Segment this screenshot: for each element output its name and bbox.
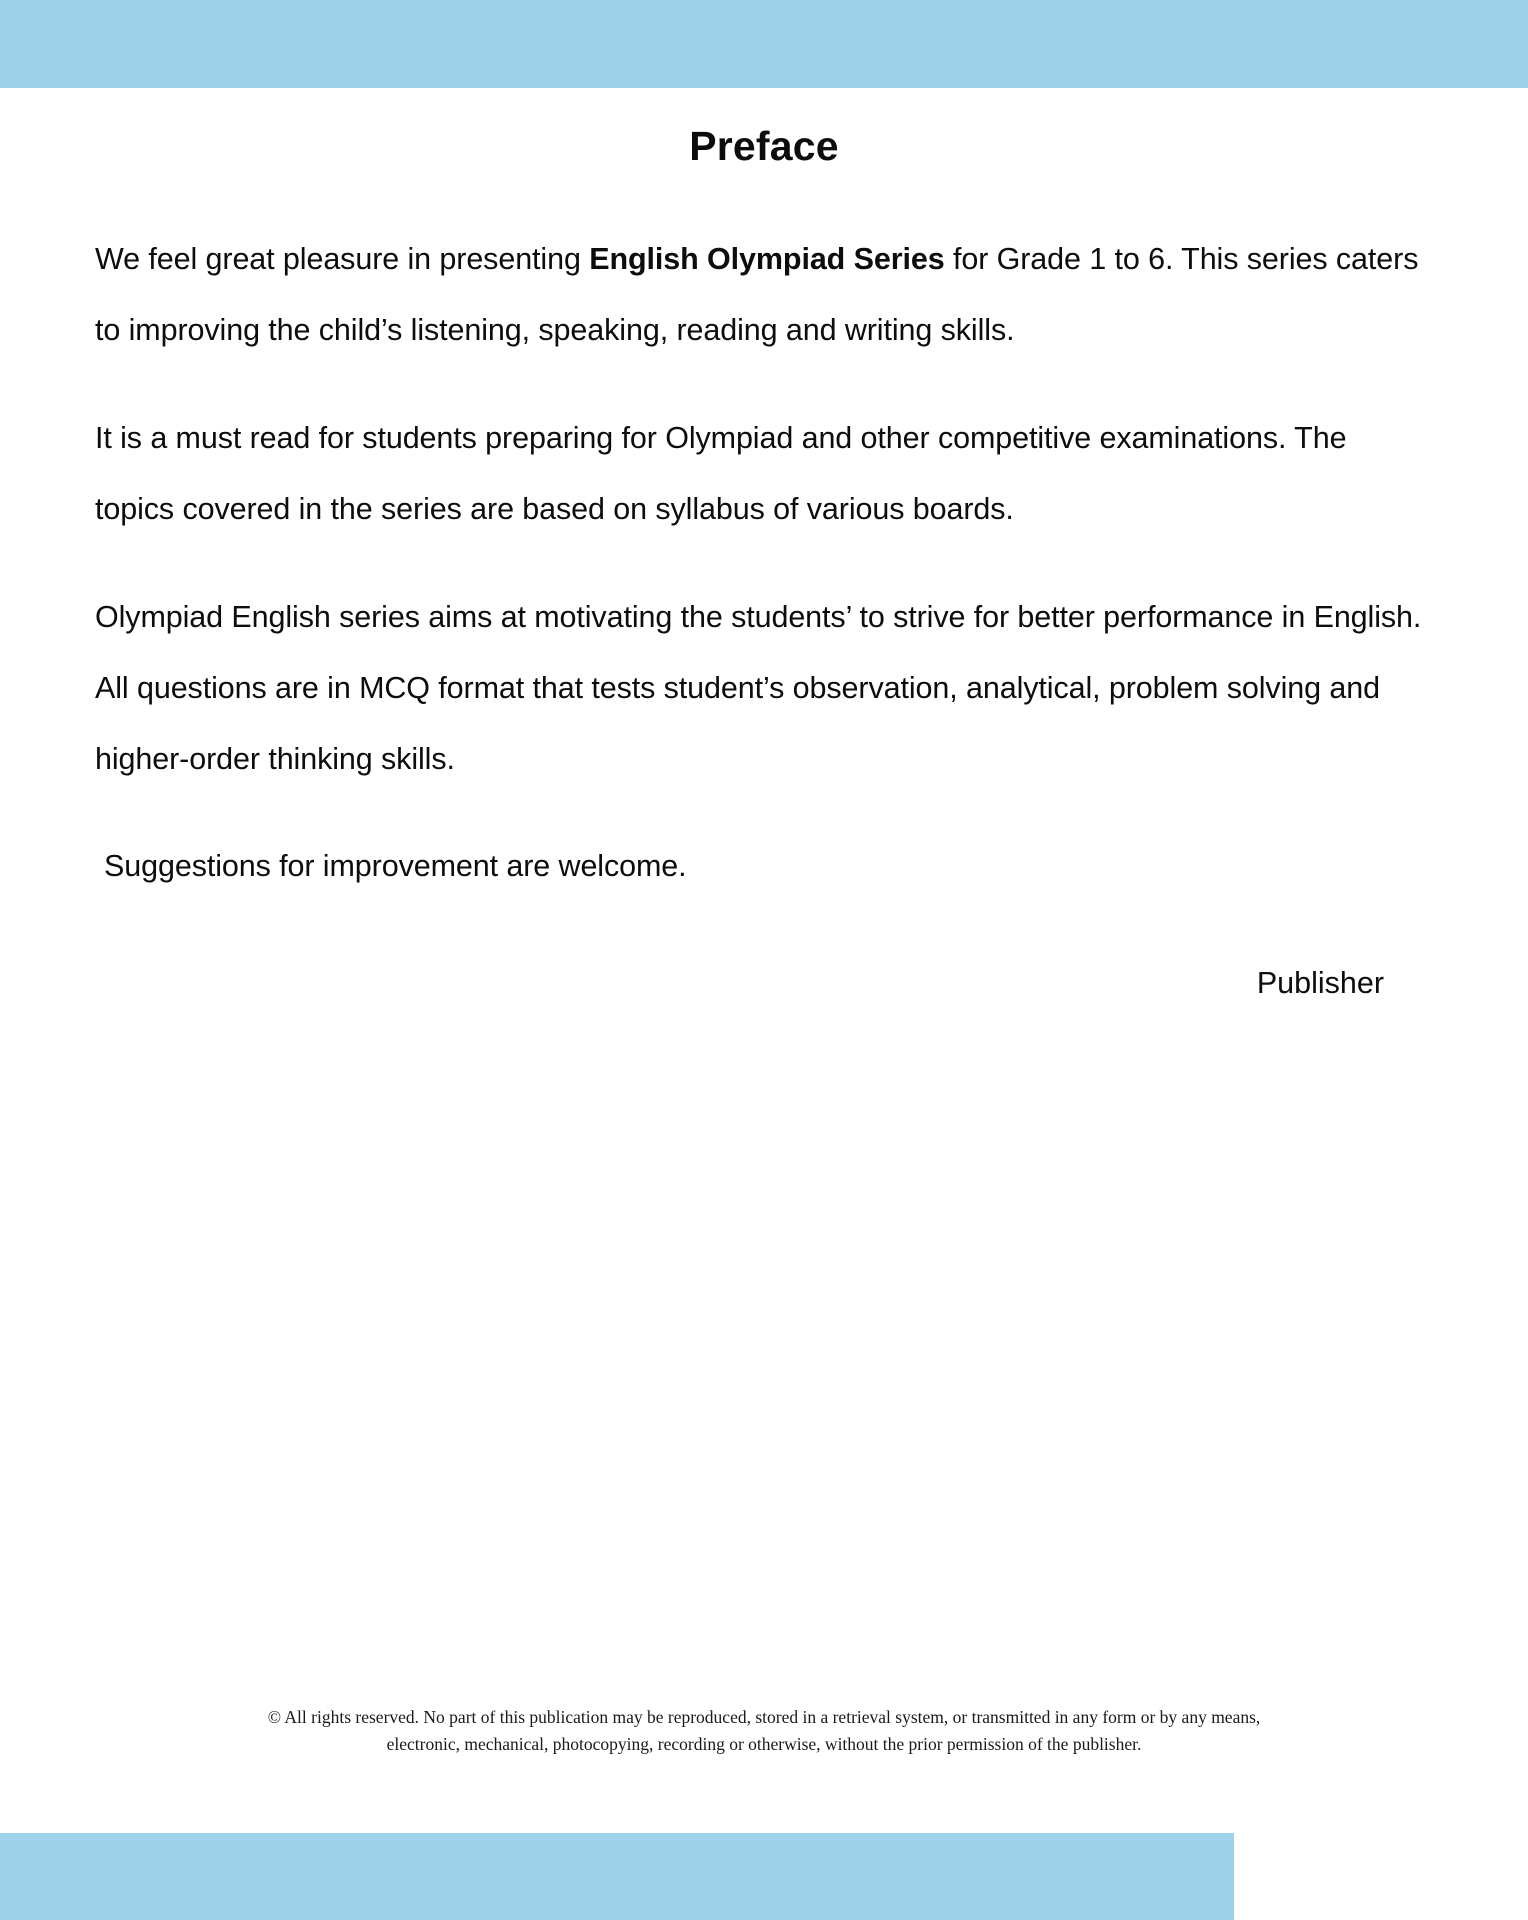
- paragraph-4: Suggestions for improvement are welcome.: [104, 849, 687, 883]
- paragraph-1-lead: We feel great pleasure in presenting: [95, 242, 590, 276]
- preface-body: [0, 224, 1528, 1005]
- page-title: Preface: [689, 123, 839, 169]
- bottom-decorative-band: [0, 1833, 1234, 1920]
- copyright-line-1: © All rights reserved. No part of this publication may be reproduced, stored in a retrieval system, or transmitted in any form or by any means,: [267, 1707, 1261, 1727]
- paragraph-1-tail: for Grade 1 to 6. This series caters to improving the child’s listening, speaking, reading and writing skills.: [95, 242, 1419, 347]
- paragraph-1: [95, 224, 1432, 366]
- publisher-signature: Publisher: [1256, 966, 1384, 1000]
- page-content: [0, 88, 1528, 1005]
- paragraph-3: Olympiad English series aims at motivating the students’ to strive for better performance in English. All questions are in MCQ format that tests student’s observation, analytical, problem solving and higher-order thinking skills.: [95, 600, 1422, 776]
- paragraph-1-emphasis: English Olympiad Series: [589, 242, 945, 276]
- top-decorative-band: [0, 0, 1528, 88]
- copyright-line-2: electronic, mechanical, photocopying, recording or otherwise, without the prior permission of the publisher.: [386, 1734, 1142, 1754]
- footer-copyright: [0, 1704, 1528, 1758]
- paragraph-2: It is a must read for students preparing for Olympiad and other competitive examinations. The topics covered in the series are based on syllabus of various boards.: [95, 421, 1347, 526]
